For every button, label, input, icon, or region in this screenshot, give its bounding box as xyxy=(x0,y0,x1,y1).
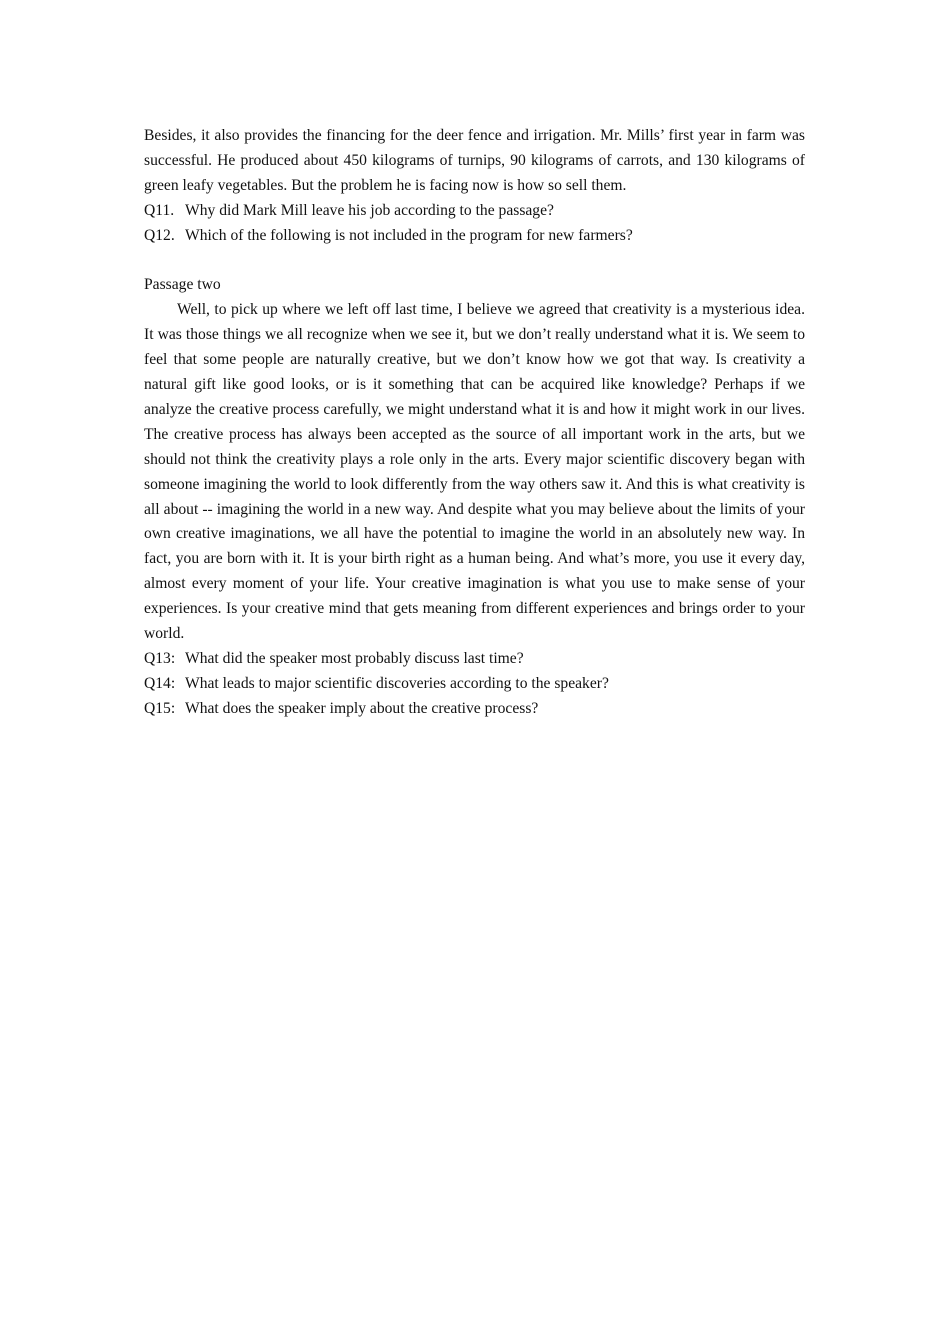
question-number: Q12. xyxy=(144,226,175,244)
passage-two-questions xyxy=(144,647,805,722)
question-number: Q11. xyxy=(144,201,175,219)
question-q15 xyxy=(144,697,805,722)
passage-one-questions xyxy=(144,199,805,249)
question-text: Which of the following is not included in the program for new farmers? xyxy=(185,226,633,244)
document-body xyxy=(144,124,805,722)
question-text: What does the speaker imply about the creative process? xyxy=(185,699,539,717)
question-text: What did the speaker most probably discuss last time? xyxy=(185,650,524,668)
question-number: Q15: xyxy=(144,699,176,717)
question-number: Q13: xyxy=(144,650,176,668)
passage-one-continuation: Besides, it also provides the financing for the deer fence and irrigation. Mr. Mills’ first year in farm was successful. He produced about 450 kilograms of turnips, 90 kilograms of carrots, and 130 kilograms of green leafy vegetables. But the problem he is facing now is how so sell them. xyxy=(144,127,805,194)
question-q12 xyxy=(144,224,805,249)
question-text: Why did Mark Mill leave his job according to the passage? xyxy=(185,201,554,219)
question-q13 xyxy=(144,647,805,672)
question-q11 xyxy=(144,199,805,224)
passage-two-heading: Passage two xyxy=(144,276,221,294)
question-q14 xyxy=(144,672,805,697)
question-number: Q14: xyxy=(144,674,176,692)
question-text: What leads to major scientific discoveries according to the speaker? xyxy=(185,674,609,692)
passage-two-text: Well, to pick up where we left off last time, I believe we agreed that creativity is a mysterious idea. It was those things we all recognize when we see it, but we don’t really understand what it is. We seem to feel that some people are naturally creative, but we don’t know how we got that way. Is creativity a natural gift like good looks, or is it something that can be acquired like knowledge? Perhaps if we analyze the creative process carefully, we might understand what it is and how it might work in our lives. The creative process has always been accepted as the source of all important work in the arts, but we should not think the creativity plays a role only in the arts. Every major scientific discovery began with someone imagining the world to look differently from the way others saw it. And this is what creativity is all about -- imagining the world in a new way. And despite what you may believe about the limits of your own creative imaginations, we all have the potential to imagine the world in an absolutely new way. In fact, you are born with it. It is your birth right as a human being. And what’s more, you use it every day, almost every moment of your life. Your creative imagination is what you use to make sense of your experiences. Is your creative mind that gets meaning from different experiences and brings order to your world. xyxy=(144,301,805,643)
